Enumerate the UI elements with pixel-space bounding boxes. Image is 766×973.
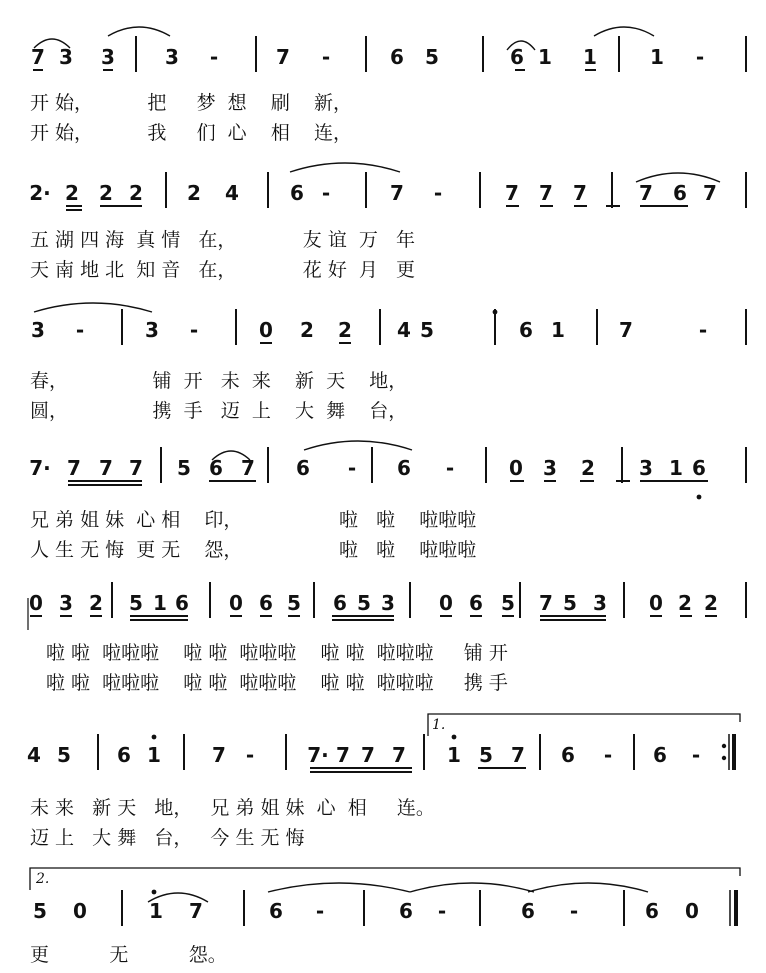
note: - — [321, 181, 331, 205]
note: 7 — [390, 181, 404, 205]
note: 7 — [703, 181, 717, 205]
slur — [594, 27, 654, 36]
note: - — [695, 45, 705, 69]
note: 1 — [551, 318, 565, 342]
note: 3 — [381, 591, 395, 615]
note: 7 — [99, 456, 113, 480]
note: 3 — [543, 456, 557, 480]
note: 1 — [149, 899, 163, 923]
note: 6 — [399, 899, 413, 923]
note: 6 — [692, 456, 706, 480]
score-system — [29, 447, 746, 483]
note: 6 — [469, 591, 483, 615]
note: 5 — [57, 743, 71, 767]
note: 6 — [673, 181, 687, 205]
note: 1 — [153, 591, 167, 615]
note: 6 — [653, 743, 667, 767]
note: 5 — [129, 591, 143, 615]
note: 0 — [685, 899, 699, 923]
slur — [304, 441, 412, 450]
note: 3 — [639, 456, 653, 480]
octave-dot-high — [152, 735, 157, 740]
note: 5 — [357, 591, 371, 615]
lyric-line: 开 始， 把 梦 想 刷 新， — [30, 92, 352, 114]
note: 6 — [117, 743, 131, 767]
note: 7 — [67, 456, 81, 480]
note: 7 — [361, 743, 375, 767]
note: 6 — [390, 45, 404, 69]
note: - — [691, 743, 701, 767]
note: 5 — [425, 45, 439, 69]
note: 1 — [447, 743, 461, 767]
score-system — [30, 868, 740, 926]
note: 4 — [27, 743, 41, 767]
lyric-line: 春， 铺 开 未 来 新 天 地， — [30, 370, 408, 392]
note: 1 — [650, 45, 664, 69]
note: 5 — [420, 318, 434, 342]
note: 1 — [147, 743, 161, 767]
note: 4 — [397, 318, 411, 342]
note: 2 — [300, 318, 314, 342]
note: 7· — [307, 743, 329, 767]
note: 4 — [225, 181, 239, 205]
octave-dot-high — [493, 310, 498, 315]
note: 7 — [392, 743, 406, 767]
lyric-line: 更 无 怨。 — [30, 944, 227, 966]
lyric-line: 未 来 新 天 地， 兄 弟 姐 妹 心 相 连。 — [30, 797, 435, 819]
note: 7 — [241, 456, 255, 480]
note: 2 — [187, 181, 201, 205]
note: 6 — [290, 181, 304, 205]
slur — [410, 883, 534, 892]
note: 7 — [539, 591, 553, 615]
note: - — [245, 743, 255, 767]
note: 2 — [338, 318, 352, 342]
note: 7 — [336, 743, 350, 767]
note: 3 — [145, 318, 159, 342]
slur — [268, 883, 410, 892]
note: 2 — [65, 181, 79, 205]
score-system — [29, 582, 746, 618]
lyric-line: 圆， 携 手 迈 上 大 舞 台， — [30, 400, 408, 422]
note: 2 — [129, 181, 143, 205]
lyric-line: 迈 上 大 舞 台， 今 生 无 悔 — [30, 827, 305, 849]
note: 1 — [538, 45, 552, 69]
note: 6 — [645, 899, 659, 923]
note: 7 — [189, 899, 203, 923]
volta-label: 1. — [432, 717, 446, 733]
note: 2 — [678, 591, 692, 615]
note: 6 — [333, 591, 347, 615]
note: 3 — [593, 591, 607, 615]
note: 0 — [439, 591, 453, 615]
note: 2 — [581, 456, 595, 480]
note: - — [321, 45, 331, 69]
note: 7 — [505, 181, 519, 205]
note: 7 — [539, 181, 553, 205]
lyric-line: 天 南 地 北 知 音 在， 花 好 月 更 — [30, 259, 416, 281]
note: 3 — [101, 45, 115, 69]
slur — [528, 883, 648, 892]
note: 0 — [509, 456, 523, 480]
note: 7 — [31, 45, 45, 69]
score-system — [29, 172, 746, 208]
lyric-line: 啦 啦 啦啦啦 啦 啦 啦啦啦 啦 啦 啦啦啦 铺 开 — [46, 642, 508, 664]
note: 6 — [209, 456, 223, 480]
score-system — [31, 309, 746, 345]
note: 5 — [177, 456, 191, 480]
note: 5 — [501, 591, 515, 615]
note: - — [569, 899, 579, 923]
note: 5 — [479, 743, 493, 767]
note: 7 — [639, 181, 653, 205]
note: 7 — [129, 456, 143, 480]
octave-dot-high — [452, 735, 457, 740]
lyric-line: 开 始， 我 们 心 相 连， — [30, 122, 352, 144]
note: 3 — [59, 45, 73, 69]
repeat-dot — [722, 744, 726, 748]
note: 2· — [29, 181, 51, 205]
note: - — [437, 899, 447, 923]
note: 1 — [669, 456, 683, 480]
note: 6 — [510, 45, 524, 69]
note: - — [347, 456, 357, 480]
note: - — [433, 181, 443, 205]
note: - — [209, 45, 219, 69]
note: 5 — [563, 591, 577, 615]
note: 0 — [73, 899, 87, 923]
note: - — [315, 899, 325, 923]
octave-dot-low — [697, 495, 702, 500]
note: 7 — [619, 318, 633, 342]
slur — [34, 303, 152, 312]
lyric-line: 啦 啦 啦啦啦 啦 啦 啦啦啦 啦 啦 啦啦啦 携 手 — [46, 672, 508, 694]
repeat-dot — [722, 756, 726, 760]
score-system — [27, 714, 740, 770]
note: - — [75, 318, 85, 342]
note: 2 — [99, 181, 113, 205]
note: 0 — [259, 318, 273, 342]
note: - — [445, 456, 455, 480]
volta-label: 2. — [36, 871, 50, 887]
note: 0 — [229, 591, 243, 615]
note: 0 — [649, 591, 663, 615]
note: 7 — [511, 743, 525, 767]
note: - — [189, 318, 199, 342]
note: 5 — [287, 591, 301, 615]
volta-bracket — [428, 714, 740, 736]
slur — [108, 27, 170, 36]
lyric-line: 五 湖 四 海 真 情 在， 友 谊 万 年 — [30, 229, 416, 251]
note: - — [603, 743, 613, 767]
slur — [290, 163, 400, 172]
note: 6 — [521, 899, 535, 923]
note: 3 — [59, 591, 73, 615]
note: 3 — [31, 318, 45, 342]
note: 2 — [704, 591, 718, 615]
note: 3 — [165, 45, 179, 69]
lyric-line: 人 生 无 悔 更 无 怨， 啦 啦 啦啦啦 — [30, 539, 477, 561]
note: 6 — [397, 456, 411, 480]
note: 7· — [29, 456, 51, 480]
lyric-line: 兄 弟 姐 妹 心 相 印， 啦 啦 啦啦啦 — [30, 509, 477, 531]
note: 7 — [276, 45, 290, 69]
note: 6 — [259, 591, 273, 615]
note: 6 — [561, 743, 575, 767]
note: 6 — [175, 591, 189, 615]
score-system — [31, 36, 746, 72]
note: 6 — [296, 456, 310, 480]
note: 2 — [89, 591, 103, 615]
note: 6 — [269, 899, 283, 923]
octave-dot-high — [152, 890, 157, 895]
note: - — [698, 318, 708, 342]
note: 1 — [583, 45, 597, 69]
note: 7 — [573, 181, 587, 205]
note: 7 — [212, 743, 226, 767]
note: 6 — [519, 318, 533, 342]
note: 5 — [33, 899, 47, 923]
note: 0 — [29, 591, 43, 615]
